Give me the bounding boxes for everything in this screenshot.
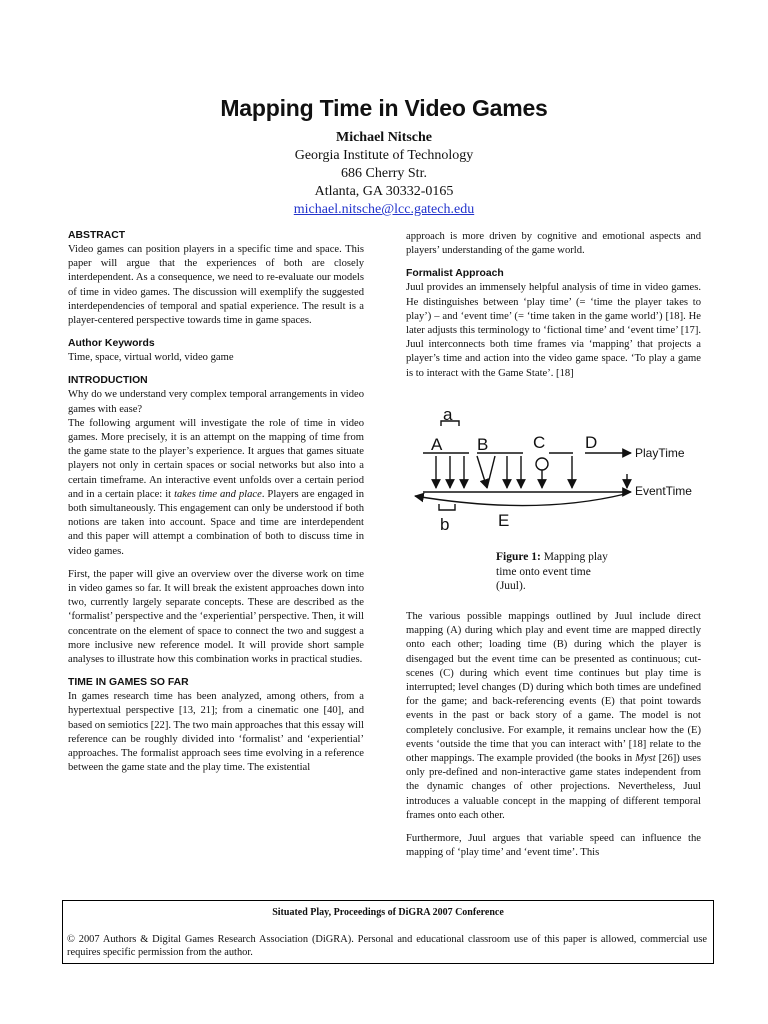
author-email-link[interactable]: michael.nitsche@lcc.gatech.edu [293,202,475,217]
figure-label-b: b [440,515,450,534]
figure-label-eventtime: EventTime [635,484,692,498]
author-affiliation: Georgia Institute of Technology [294,148,474,163]
abstract-heading: ABSTRACT [68,230,126,241]
left-column [68,229,364,776]
figure-label-a: a [443,405,453,424]
author-name: Michael Nitsche [335,130,433,145]
author-city: Atlanta, GA 30332-0165 [314,184,454,199]
time-in-games-heading: TIME IN GAMES SO FAR [68,677,189,689]
mapping-figure [405,404,705,534]
right-column-top [406,230,701,381]
conference-title: Situated Play, Proceedings of DiGRA 2007 Conference [272,907,504,918]
author-street: 686 Cherry Str. [341,166,427,181]
figure-label-playtime: PlayTime [635,446,685,460]
keywords-text: Time, space, virtual world, video game [68,352,234,364]
bracket-b [439,504,455,510]
figure-label-E: E [498,511,510,530]
figure-label-A: A [431,435,443,454]
intro-emphasis: takes time and place [174,488,262,500]
myst-title: Myst [635,753,656,765]
mapping-paragraph-1: The various possible mappings outlined by Juul include direct mapping (A) during which play and event time are mapped directly onto each other; loading time (B) during which the player is disengaged but the event time can be presented as continuous; cut-scenes (C) during which event time continues but play time is interrupted; level changes (D) during which both times are undefined for the game; and back-referencing events (E) that point towards events in the past or back story of a game. The model is not completely conclusive. For example, it remains unclear how the (E) events ‘outside the time that you can interact with’ [18] relate to the other mappings. The example provided (the books in Myst [26]) uses only pre-defined and non-interactive game states independent from the dynamic changes of other projections. Nevertheless, Juul introduces a valuable concept in the mapping of different temporal frames onto each other. [406,611,701,821]
intro-paragraph-1: Why do we understand very complex temporal arrangements in video games with ease? [68,389,364,415]
copyright-text: © 2007 Authors & Digital Games Research Association (DiGRA). Personal and educational classroom use of this paper is allowed, commercial use requires specific permission from the author. [67,934,707,958]
figure-label-B: B [477,435,489,454]
formalist-heading: Formalist Approach [406,268,504,280]
back-reference-curve [415,494,625,506]
right-column-bottom [406,610,701,860]
abstract-text: Video games can position players in a specific time and space. This paper will argue that the experiences of both are closely interdependent. As a consequence, we need to re-evaluate our models of time in video games. The discussion will exemplify the suggested interdependencies of temporal and spatial experience. The result is a player-centered perspective towards time in game spaces. [68,244,364,327]
time-in-games-text: In games research time has been analyzed, among others, from a hypertextual perspective [13, 21]; from a cinematic one [40], and based on semiotics [22]. The two main approaches that this essay will reference can be roughly divided into ‘formalist’ and ‘experiential’ approaches. The formalist approach sees time evolving in a reference between the game state and the play time. The existential [68,691,364,774]
intro-paragraph-3: First, the paper will give an overview over the diverse work on time in video games so far. It will break the existent approaches down into two, currently largely separate concepts. These are described as the ‘formalist’ perspective and the ‘experiential’ perspective. Then, it will concentrate on the element of space to connect the two and suggest a more inclusive new reference model. It will provide short sample analyses to illustrate how this combination works in practical studies. [68,568,364,666]
formalist-text: Juul provides an immensely helpful analysis of time in video games. He distinguishes between ‘play time’ (= ‘time the player takes to play’) – and ‘event time’ (= ‘time taken in the game world’) [18]. He later adjusts this terminology to ‘fictional time’ and ‘event time’ [17]. Juul interconnects both time frames via ‘mapping’ that projects a player’s time and action into the video game space. ‘To play a game is to interact with the Game State’. [18] [406,282,701,379]
copyright-box [62,900,714,964]
figure-label-D: D [585,433,598,452]
intro-paragraph-2: The following argument will investigate the role of time in video games. More precisely, it is an attempt on the mapping of time from the game state to the player’s experience. It argues that games situate players not only in certain spaces or social networks but also into a certain timeframe. An interactive event unfolds over a certain period and in a certain place: it takes time and place. Players are engaged in both simultaneously. This engagement can only be understood if both notions are taken into account. Space and time are interdependent and this paper will attempt a combination of both to discuss time in video games. [68,417,364,557]
introduction-heading: INTRODUCTION [68,375,148,387]
figure-label-C: C [533,433,546,452]
paper-title: Mapping Time in Video Games [220,95,548,121]
continued-text: approach is more driven by cognitive and emotional aspects and players’ understanding of the game world. [406,231,701,257]
keywords-heading: Author Keywords [68,338,155,350]
mapping-paragraph-2: Furthermore, Juul argues that variable speed can influence the mapping of ‘play time’ and ‘event time’. This [406,833,701,859]
figure-caption: Figure 1: Mapping play time onto event time (Juul). [496,551,608,592]
